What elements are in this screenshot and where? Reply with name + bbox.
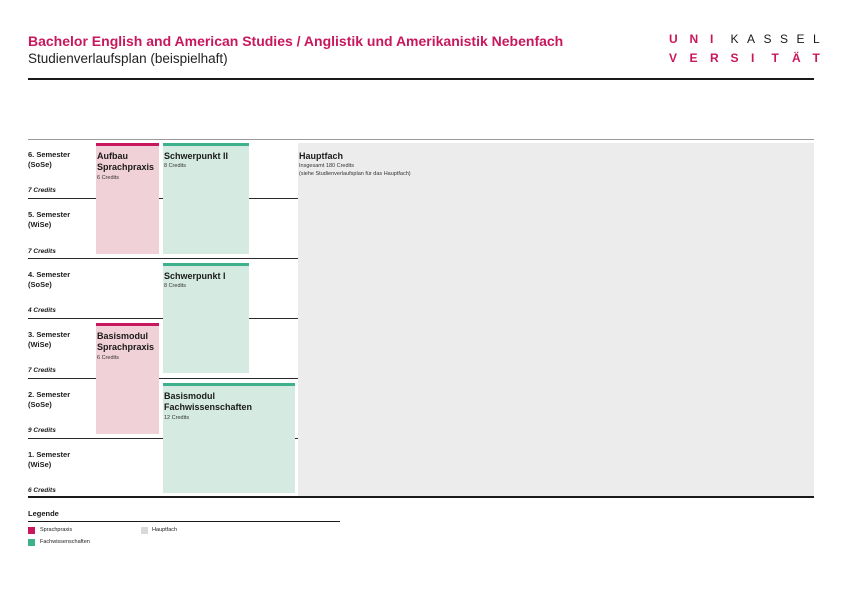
module-credits: 6 Credits [97, 175, 120, 181]
module-title-line: Basismodul [164, 391, 216, 401]
module-credits: 8 Credits [164, 163, 187, 169]
semester-5-credits: 7 Credits [28, 248, 56, 255]
module-color-bar [163, 383, 295, 386]
legend-swatch-hauptfach [141, 527, 148, 534]
logo-letter: K [730, 32, 739, 46]
module-title [164, 391, 252, 413]
logo-letter: S [780, 32, 789, 46]
module-schwerpunkt-i [163, 263, 249, 373]
semester-name: 4. Semester [28, 270, 71, 279]
logo-letter: T [771, 51, 779, 65]
logo-line-2 [669, 51, 823, 65]
module-basismodul-sprachpraxis [96, 323, 159, 434]
logo-letter: I [710, 32, 714, 46]
semester-name: 1. Semester [28, 450, 71, 459]
semester-2-label [28, 390, 70, 409]
logo-letter: V [669, 51, 678, 65]
logo-letter: E [689, 51, 698, 65]
logo-letter: R [710, 51, 719, 65]
page-title: Bachelor English and American Studies / Anglistik und Amerikanistik Nebenfach [28, 33, 564, 49]
logo-letter: S [763, 32, 772, 46]
semester-term: (WiSe) [28, 339, 52, 349]
module-title [97, 331, 154, 353]
module-title [97, 151, 154, 173]
legend-label-hauptfach: Hauptfach [152, 527, 178, 533]
legend-label-fachwissenschaften: Fachwissenschaften [40, 539, 90, 545]
module-color-bar [163, 263, 249, 266]
semester-name: 2. Semester [28, 390, 71, 399]
module-title-line: Sprachpraxis [97, 342, 155, 352]
semester-2-credits: 9 Credits [28, 427, 56, 434]
hauptfach-block [298, 143, 814, 496]
module-title-line: Fachwissenschaften [164, 402, 253, 412]
module-title: Schwerpunkt I [164, 271, 226, 281]
semester-term: (WiSe) [28, 459, 52, 469]
logo-letter: U [669, 32, 678, 46]
semester-3-label [28, 330, 70, 349]
header-divider [28, 78, 814, 80]
logo-letter: A [747, 32, 756, 46]
semester-5-label [28, 210, 70, 229]
logo-letter: L [813, 32, 820, 46]
semester-term: (SoSe) [28, 159, 52, 169]
module-aufbau-sprachpraxis [96, 143, 159, 254]
logo-line-1 [669, 32, 823, 46]
hauptfach-note: (siehe Studienverlaufsplan für das Hauptfach) [299, 171, 411, 177]
page-subtitle: Studienverlaufsplan (beispielhaft) [28, 51, 228, 66]
semester-name: 3. Semester [28, 330, 71, 339]
semester-4-credits: 4 Credits [28, 307, 56, 314]
hauptfach-credits: Insgesamt 180 Credits [299, 163, 355, 169]
semester-6-credits: 7 Credits [28, 187, 56, 194]
legend-title: Legende [28, 509, 59, 518]
logo-letter: I [751, 51, 755, 65]
semester-term: (SoSe) [28, 399, 52, 409]
semester-divider [28, 258, 298, 259]
legend-divider [28, 521, 340, 522]
module-credits: 8 Credits [164, 283, 187, 289]
module-title-line: Sprachpraxis [97, 162, 155, 172]
semester-1-credits: 6 Credits [28, 487, 56, 494]
module-credits: 6 Credits [97, 355, 120, 361]
logo-letter: Ä [792, 51, 801, 65]
semester-1-label [28, 450, 70, 469]
semester-6-label [28, 150, 70, 169]
plan-top-divider [28, 139, 814, 140]
module-color-bar [163, 143, 249, 146]
module-basismodul-fachwissenschaften [163, 383, 295, 493]
logo-letter: E [796, 32, 805, 46]
module-schwerpunkt-ii [163, 143, 249, 254]
semester-name: 6. Semester [28, 150, 71, 159]
legend-swatch-sprachpraxis [28, 527, 35, 534]
logo-letter: T [812, 51, 820, 65]
plan-bottom-divider [28, 496, 814, 498]
module-title: Schwerpunkt II [164, 151, 229, 161]
module-credits: 12 Credits [164, 415, 190, 421]
module-color-bar [96, 323, 159, 326]
legend-swatch-fachwissenschaften [28, 539, 35, 546]
module-title-line: Aufbau [97, 151, 128, 161]
semester-3-credits: 7 Credits [28, 367, 56, 374]
legend-label-sprachpraxis: Sprachpraxis [40, 527, 73, 533]
logo-letter: S [730, 51, 739, 65]
hauptfach-title: Hauptfach [299, 151, 344, 161]
module-color-bar [96, 143, 159, 146]
semester-4-label [28, 270, 70, 289]
semester-term: (SoSe) [28, 279, 52, 289]
semester-divider [28, 378, 298, 379]
semester-term: (WiSe) [28, 219, 52, 229]
module-title-line: Basismodul [97, 331, 149, 341]
semester-name: 5. Semester [28, 210, 71, 219]
logo-letter: N [689, 32, 699, 46]
